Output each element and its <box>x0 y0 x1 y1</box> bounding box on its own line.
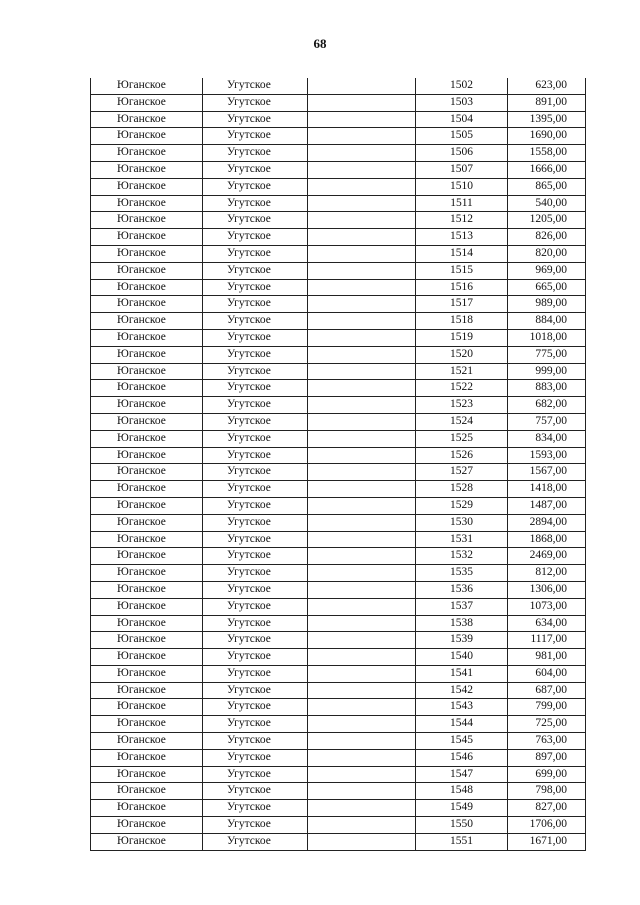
area-cell: 1690,00 <box>508 128 586 145</box>
region-cell: Юганское <box>91 531 203 548</box>
blank-cell <box>308 481 416 498</box>
district-cell: Угутское <box>203 262 308 279</box>
table-row <box>91 699 586 716</box>
plot-number-cell: 1516 <box>416 279 508 296</box>
plot-number-cell: 1511 <box>416 195 508 212</box>
area-cell: 1671,00 <box>508 833 586 850</box>
plot-number-cell: 1504 <box>416 111 508 128</box>
blank-cell <box>308 632 416 649</box>
plot-number-cell: 1526 <box>416 447 508 464</box>
region-cell: Юганское <box>91 296 203 313</box>
blank-cell <box>308 279 416 296</box>
blank-cell <box>308 212 416 229</box>
region-cell: Юганское <box>91 766 203 783</box>
table-row <box>91 229 586 246</box>
region-cell: Юганское <box>91 329 203 346</box>
region-cell: Юганское <box>91 212 203 229</box>
table-row <box>91 749 586 766</box>
district-cell: Угутское <box>203 178 308 195</box>
blank-cell <box>308 665 416 682</box>
plot-number-cell: 1519 <box>416 329 508 346</box>
table-row <box>91 464 586 481</box>
plot-number-cell: 1536 <box>416 581 508 598</box>
plot-number-cell: 1524 <box>416 413 508 430</box>
blank-cell <box>308 548 416 565</box>
region-cell: Юганское <box>91 481 203 498</box>
region-cell: Юганское <box>91 649 203 666</box>
region-cell: Юганское <box>91 817 203 834</box>
area-cell: 1117,00 <box>508 632 586 649</box>
region-cell: Юганское <box>91 229 203 246</box>
area-cell: 665,00 <box>508 279 586 296</box>
district-cell: Угутское <box>203 313 308 330</box>
blank-cell <box>308 245 416 262</box>
region-cell: Юганское <box>91 464 203 481</box>
blank-cell <box>308 682 416 699</box>
table-row <box>91 346 586 363</box>
area-cell: 1706,00 <box>508 817 586 834</box>
blank-cell <box>308 447 416 464</box>
area-cell: 2469,00 <box>508 548 586 565</box>
plot-number-cell: 1539 <box>416 632 508 649</box>
district-cell: Угутское <box>203 145 308 162</box>
region-cell: Юганское <box>91 447 203 464</box>
district-cell: Угутское <box>203 78 308 94</box>
table-row <box>91 195 586 212</box>
region-cell: Юганское <box>91 262 203 279</box>
blank-cell <box>308 229 416 246</box>
plot-number-cell: 1514 <box>416 245 508 262</box>
table-row <box>91 78 586 94</box>
district-cell: Угутское <box>203 464 308 481</box>
plot-number-cell: 1541 <box>416 665 508 682</box>
area-cell: 540,00 <box>508 195 586 212</box>
district-cell: Угутское <box>203 212 308 229</box>
plot-number-cell: 1537 <box>416 598 508 615</box>
area-cell: 865,00 <box>508 178 586 195</box>
region-cell: Юганское <box>91 716 203 733</box>
district-cell: Угутское <box>203 413 308 430</box>
area-cell: 2894,00 <box>508 514 586 531</box>
table-row <box>91 397 586 414</box>
district-cell: Угутское <box>203 565 308 582</box>
table-row <box>91 279 586 296</box>
region-cell: Юганское <box>91 833 203 850</box>
district-cell: Угутское <box>203 766 308 783</box>
table-row <box>91 531 586 548</box>
plot-number-cell: 1525 <box>416 430 508 447</box>
table-row <box>91 380 586 397</box>
area-cell: 1418,00 <box>508 481 586 498</box>
blank-cell <box>308 598 416 615</box>
blank-cell <box>308 766 416 783</box>
district-cell: Угутское <box>203 346 308 363</box>
plot-number-cell: 1540 <box>416 649 508 666</box>
blank-cell <box>308 363 416 380</box>
area-cell: 1487,00 <box>508 497 586 514</box>
district-cell: Угутское <box>203 682 308 699</box>
blank-cell <box>308 413 416 430</box>
plot-number-cell: 1542 <box>416 682 508 699</box>
table-row <box>91 430 586 447</box>
area-cell: 891,00 <box>508 94 586 111</box>
blank-cell <box>308 397 416 414</box>
region-cell: Юганское <box>91 380 203 397</box>
region-cell: Юганское <box>91 413 203 430</box>
district-cell: Угутское <box>203 195 308 212</box>
region-cell: Юганское <box>91 363 203 380</box>
district-cell: Угутское <box>203 229 308 246</box>
area-cell: 826,00 <box>508 229 586 246</box>
region-cell: Юганское <box>91 195 203 212</box>
district-cell: Угутское <box>203 497 308 514</box>
plot-number-cell: 1510 <box>416 178 508 195</box>
region-cell: Юганское <box>91 665 203 682</box>
table-row <box>91 212 586 229</box>
area-cell: 820,00 <box>508 245 586 262</box>
district-cell: Угутское <box>203 296 308 313</box>
blank-cell <box>308 111 416 128</box>
district-cell: Угутское <box>203 615 308 632</box>
district-cell: Угутское <box>203 716 308 733</box>
area-cell: 1306,00 <box>508 581 586 598</box>
region-cell: Юганское <box>91 749 203 766</box>
region-cell: Юганское <box>91 78 203 94</box>
plot-number-cell: 1546 <box>416 749 508 766</box>
region-cell: Юганское <box>91 682 203 699</box>
area-cell: 1567,00 <box>508 464 586 481</box>
district-cell: Угутское <box>203 279 308 296</box>
region-cell: Юганское <box>91 94 203 111</box>
area-cell: 883,00 <box>508 380 586 397</box>
district-cell: Угутское <box>203 548 308 565</box>
plot-number-cell: 1518 <box>416 313 508 330</box>
table-row <box>91 262 586 279</box>
table-row <box>91 111 586 128</box>
region-cell: Юганское <box>91 548 203 565</box>
area-cell: 634,00 <box>508 615 586 632</box>
district-cell: Угутское <box>203 800 308 817</box>
plot-number-cell: 1520 <box>416 346 508 363</box>
plot-number-cell: 1529 <box>416 497 508 514</box>
area-cell: 699,00 <box>508 766 586 783</box>
blank-cell <box>308 733 416 750</box>
blank-cell <box>308 833 416 850</box>
district-cell: Угутское <box>203 833 308 850</box>
area-cell: 798,00 <box>508 783 586 800</box>
blank-cell <box>308 514 416 531</box>
area-cell: 1073,00 <box>508 598 586 615</box>
district-cell: Угутское <box>203 514 308 531</box>
area-cell: 1558,00 <box>508 145 586 162</box>
district-cell: Угутское <box>203 397 308 414</box>
table-row <box>91 682 586 699</box>
plot-number-cell: 1535 <box>416 565 508 582</box>
blank-cell <box>308 145 416 162</box>
region-cell: Юганское <box>91 733 203 750</box>
region-cell: Юганское <box>91 800 203 817</box>
registry-table <box>90 78 586 851</box>
table-row <box>91 313 586 330</box>
table-row <box>91 581 586 598</box>
region-cell: Юганское <box>91 128 203 145</box>
plot-number-cell: 1527 <box>416 464 508 481</box>
plot-number-cell: 1517 <box>416 296 508 313</box>
area-cell: 1395,00 <box>508 111 586 128</box>
table-row <box>91 161 586 178</box>
plot-number-cell: 1515 <box>416 262 508 279</box>
district-cell: Угутское <box>203 581 308 598</box>
plot-number-cell: 1512 <box>416 212 508 229</box>
area-cell: 1666,00 <box>508 161 586 178</box>
district-cell: Угутское <box>203 380 308 397</box>
area-cell: 989,00 <box>508 296 586 313</box>
plot-number-cell: 1543 <box>416 699 508 716</box>
plot-number-cell: 1530 <box>416 514 508 531</box>
district-cell: Угутское <box>203 598 308 615</box>
plot-number-cell: 1503 <box>416 94 508 111</box>
plot-number-cell: 1532 <box>416 548 508 565</box>
plot-number-cell: 1505 <box>416 128 508 145</box>
table-row <box>91 615 586 632</box>
blank-cell <box>308 783 416 800</box>
plot-number-cell: 1550 <box>416 817 508 834</box>
district-cell: Угутское <box>203 733 308 750</box>
blank-cell <box>308 128 416 145</box>
district-cell: Угутское <box>203 161 308 178</box>
blank-cell <box>308 178 416 195</box>
district-cell: Угутское <box>203 817 308 834</box>
district-cell: Угутское <box>203 94 308 111</box>
plot-number-cell: 1548 <box>416 783 508 800</box>
region-cell: Юганское <box>91 245 203 262</box>
table-row <box>91 766 586 783</box>
region-cell: Юганское <box>91 632 203 649</box>
plot-number-cell: 1549 <box>416 800 508 817</box>
district-cell: Угутское <box>203 363 308 380</box>
district-cell: Угутское <box>203 783 308 800</box>
table-row <box>91 598 586 615</box>
area-cell: 1205,00 <box>508 212 586 229</box>
table-row <box>91 548 586 565</box>
table-row <box>91 833 586 850</box>
area-cell: 827,00 <box>508 800 586 817</box>
region-cell: Юганское <box>91 279 203 296</box>
district-cell: Угутское <box>203 329 308 346</box>
area-cell: 1018,00 <box>508 329 586 346</box>
table-row <box>91 245 586 262</box>
blank-cell <box>308 464 416 481</box>
area-cell: 884,00 <box>508 313 586 330</box>
area-cell: 604,00 <box>508 665 586 682</box>
region-cell: Юганское <box>91 699 203 716</box>
region-cell: Юганское <box>91 397 203 414</box>
blank-cell <box>308 430 416 447</box>
region-cell: Юганское <box>91 178 203 195</box>
table-row <box>91 363 586 380</box>
district-cell: Угутское <box>203 531 308 548</box>
plot-number-cell: 1502 <box>416 78 508 94</box>
region-cell: Юганское <box>91 598 203 615</box>
region-cell: Юганское <box>91 514 203 531</box>
plot-number-cell: 1523 <box>416 397 508 414</box>
registry-body <box>91 78 586 850</box>
district-cell: Угутское <box>203 649 308 666</box>
area-cell: 834,00 <box>508 430 586 447</box>
region-cell: Юганское <box>91 313 203 330</box>
blank-cell <box>308 649 416 666</box>
plot-number-cell: 1521 <box>416 363 508 380</box>
region-cell: Юганское <box>91 783 203 800</box>
table-row <box>91 413 586 430</box>
area-cell: 999,00 <box>508 363 586 380</box>
area-cell: 981,00 <box>508 649 586 666</box>
blank-cell <box>308 296 416 313</box>
blank-cell <box>308 531 416 548</box>
area-cell: 682,00 <box>508 397 586 414</box>
plot-number-cell: 1522 <box>416 380 508 397</box>
district-cell: Угутское <box>203 699 308 716</box>
table-row <box>91 514 586 531</box>
blank-cell <box>308 800 416 817</box>
blank-cell <box>308 749 416 766</box>
table-row <box>91 665 586 682</box>
table-row <box>91 94 586 111</box>
plot-number-cell: 1547 <box>416 766 508 783</box>
district-cell: Угутское <box>203 632 308 649</box>
blank-cell <box>308 581 416 598</box>
area-cell: 763,00 <box>508 733 586 750</box>
blank-cell <box>308 313 416 330</box>
plot-number-cell: 1507 <box>416 161 508 178</box>
region-cell: Юганское <box>91 497 203 514</box>
district-cell: Угутское <box>203 111 308 128</box>
blank-cell <box>308 615 416 632</box>
district-cell: Угутское <box>203 665 308 682</box>
area-cell: 1593,00 <box>508 447 586 464</box>
district-cell: Угутское <box>203 430 308 447</box>
region-cell: Юганское <box>91 430 203 447</box>
plot-number-cell: 1513 <box>416 229 508 246</box>
page-number: 68 <box>313 36 327 51</box>
district-cell: Угутское <box>203 128 308 145</box>
area-cell: 799,00 <box>508 699 586 716</box>
table-row <box>91 716 586 733</box>
region-cell: Юганское <box>91 111 203 128</box>
area-cell: 775,00 <box>508 346 586 363</box>
district-cell: Угутское <box>203 447 308 464</box>
blank-cell <box>308 78 416 94</box>
region-cell: Юганское <box>91 161 203 178</box>
district-cell: Угутское <box>203 481 308 498</box>
blank-cell <box>308 716 416 733</box>
plot-number-cell: 1538 <box>416 615 508 632</box>
table-row <box>91 497 586 514</box>
blank-cell <box>308 262 416 279</box>
blank-cell <box>308 346 416 363</box>
region-cell: Юганское <box>91 615 203 632</box>
area-cell: 812,00 <box>508 565 586 582</box>
table-row <box>91 632 586 649</box>
table-row <box>91 565 586 582</box>
table-row <box>91 145 586 162</box>
table-row <box>91 481 586 498</box>
blank-cell <box>308 497 416 514</box>
area-cell: 687,00 <box>508 682 586 699</box>
area-cell: 969,00 <box>508 262 586 279</box>
area-cell: 757,00 <box>508 413 586 430</box>
table-row <box>91 817 586 834</box>
plot-number-cell: 1531 <box>416 531 508 548</box>
region-cell: Юганское <box>91 581 203 598</box>
table-row <box>91 783 586 800</box>
plot-number-cell: 1506 <box>416 145 508 162</box>
area-cell: 623,00 <box>508 78 586 94</box>
blank-cell <box>308 817 416 834</box>
plot-number-cell: 1545 <box>416 733 508 750</box>
blank-cell <box>308 195 416 212</box>
region-cell: Юганское <box>91 346 203 363</box>
plot-number-cell: 1544 <box>416 716 508 733</box>
table-row <box>91 649 586 666</box>
region-cell: Юганское <box>91 145 203 162</box>
area-cell: 725,00 <box>508 716 586 733</box>
area-cell: 1868,00 <box>508 531 586 548</box>
region-cell: Юганское <box>91 565 203 582</box>
blank-cell <box>308 565 416 582</box>
blank-cell <box>308 161 416 178</box>
area-cell: 897,00 <box>508 749 586 766</box>
district-cell: Угутское <box>203 749 308 766</box>
plot-number-cell: 1551 <box>416 833 508 850</box>
blank-cell <box>308 699 416 716</box>
blank-cell <box>308 94 416 111</box>
table-row <box>91 800 586 817</box>
table-row <box>91 733 586 750</box>
table-row <box>91 296 586 313</box>
table-row <box>91 447 586 464</box>
table-row <box>91 128 586 145</box>
district-cell: Угутское <box>203 245 308 262</box>
table-row <box>91 329 586 346</box>
plot-number-cell: 1528 <box>416 481 508 498</box>
blank-cell <box>308 329 416 346</box>
blank-cell <box>308 380 416 397</box>
table-row <box>91 178 586 195</box>
